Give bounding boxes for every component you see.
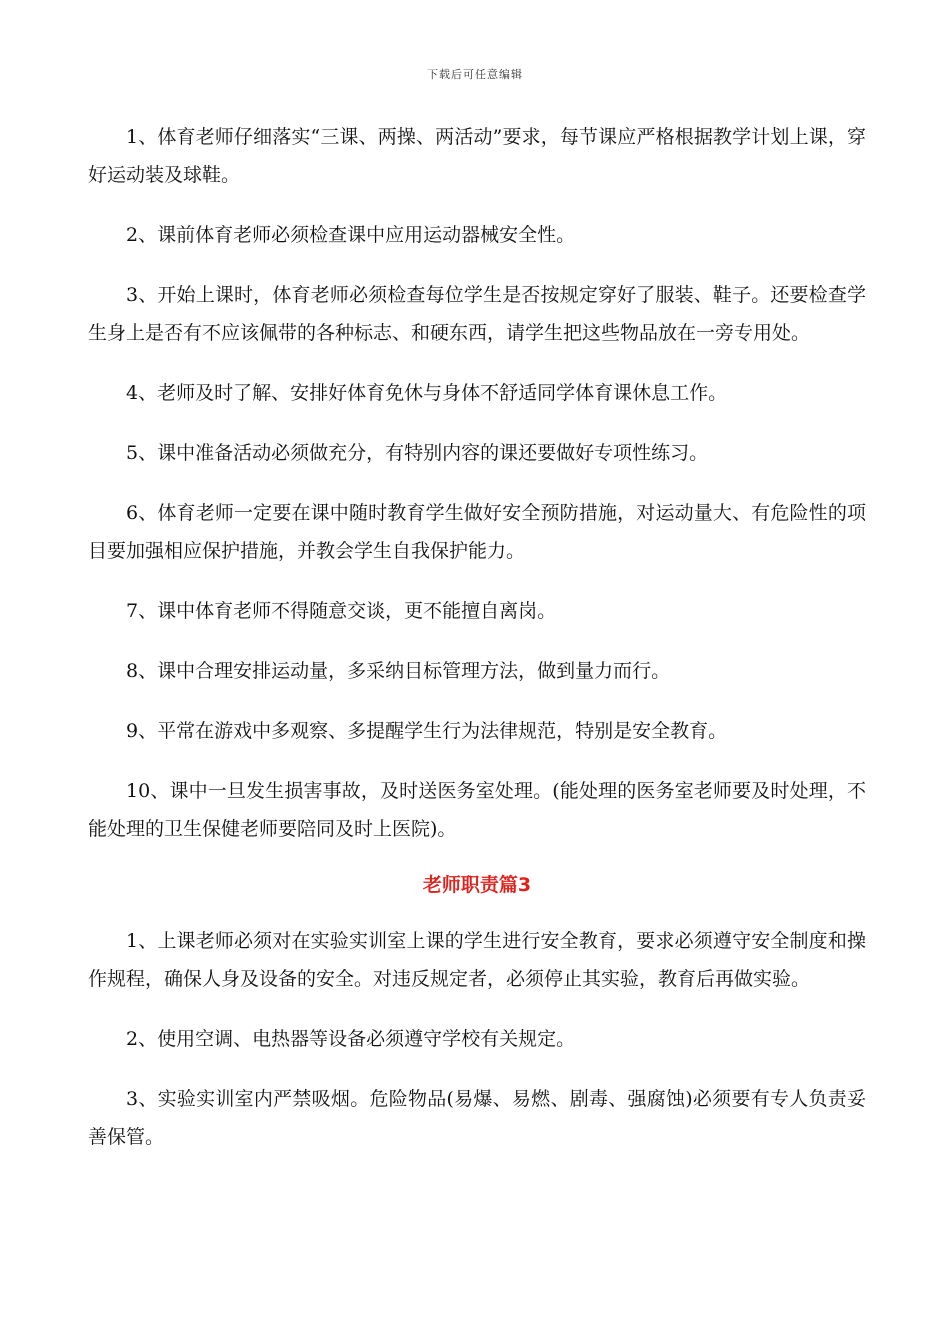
paragraph-item: 6、体育老师一定要在课中随时教育学生做好安全预防措施，对运动量大、有危险性的项目要加强相应保护措施，并教会学生自我保护能力。: [88, 502, 866, 562]
paragraph-item: 4、老师及时了解、安排好体育免休与身体不舒适同学体育课休息工作。: [126, 382, 728, 404]
paragraph-item: 5、课中准备活动必须做充分，有特别内容的课还要做好专项性练习。: [126, 442, 709, 464]
paragraph-item: 3、开始上课时，体育老师必须检查每位学生是否按规定穿好了服装、鞋子。还要检查学生身上是否有不应该佩带的各种标志、和硬东西，请学生把这些物品放在一旁专用处。: [88, 284, 866, 344]
paragraph-item: 2、课前体育老师必须检查课中应用运动器械安全性。: [126, 224, 576, 246]
section-title: 老师职责篇3: [422, 874, 532, 896]
page-header: 下载后可任意编辑: [427, 68, 523, 81]
paragraph-item: 1、上课老师必须对在实验实训室上课的学生进行安全教育，要求必须遵守安全制度和操作规程，确保人身及设备的安全。对违反规定者，必须停止其实验，教育后再做实验。: [88, 930, 866, 990]
paragraph-item: 3、实验实训室内严禁吸烟。危险物品(易爆、易燃、剧毒、强腐蚀)必须要有专人负责妥善保管。: [88, 1088, 866, 1148]
paragraph-item: 2、使用空调、电热器等设备必须遵守学校有关规定。: [126, 1028, 576, 1050]
paragraph-item: 9、平常在游戏中多观察、多提醒学生行为法律规范，特别是安全教育。: [126, 720, 728, 742]
document-body: [88, 118, 866, 1178]
paragraph-item: 10、课中一旦发生损害事故，及时送医务室处理。(能处理的医务室老师要及时处理，不能处理的卫生保健老师要陪同及时上医院)。: [88, 780, 866, 840]
paragraph-item: 8、课中合理安排运动量，多采纳目标管理方法，做到量力而行。: [126, 660, 671, 682]
paragraph-item: 1、体育老师仔细落实“三课、两操、两活动”要求，每节课应严格根据教学计划上课，穿好运动装及球鞋。: [88, 126, 866, 186]
paragraph-item: 7、课中体育老师不得随意交谈，更不能擅自离岗。: [126, 600, 557, 622]
